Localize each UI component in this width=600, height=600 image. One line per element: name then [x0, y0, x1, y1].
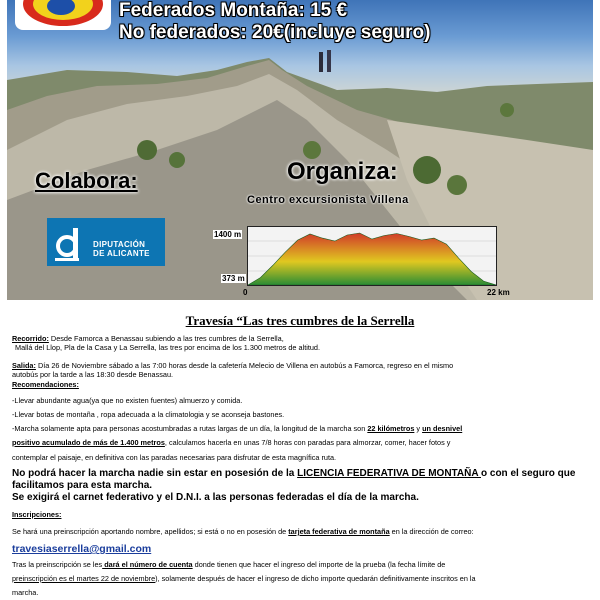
payment-text	[12, 560, 592, 570]
diputacion-line2: DE ALICANTE	[93, 249, 150, 258]
license-warning-line2: facilitamos para esta marcha.	[12, 480, 153, 491]
salida-line2: autobús por la tarde a las 18:30 desde Benassau.	[12, 370, 174, 379]
inscripciones-label: Inscripciones:	[12, 510, 62, 519]
salida-text: Día 26 de Noviembre sábado a las 7:00 horas desde la cafetería Melecio de Villena en autobús a Famorca, regreso en el mismo	[35, 361, 454, 370]
license-warning-line3: Se exigirá el carnet federativo y el D.N.I. a las personas federadas el día de la marcha.	[12, 492, 419, 503]
tras-limite: preinscripción es el martes 22 de noviembre	[12, 574, 156, 583]
organiza-heading: Organiza:	[287, 158, 398, 185]
recomendacion-3-line3: contemplar el paisaje, en definitiva con las paradas necesarias para disfrutar de esta magnífica ruta.	[12, 453, 337, 462]
tras-text-c: ), solamente después de hacer el ingreso de dicho importe quedarán definitivamente inscritos en la	[155, 574, 476, 583]
payment-text-line2	[12, 574, 592, 584]
recorrido-label: Recorrido:	[12, 334, 49, 343]
club-logo	[15, 0, 111, 30]
tras-text: Tras la preinscripción se les	[12, 560, 103, 569]
inscripciones-text	[12, 527, 592, 537]
payment-text-line3: marcha.	[12, 588, 39, 597]
rec3-time: , calculamos hacerla en unas 7/8 horas con paradas para almorzar, comer, hacer fotos y	[164, 438, 451, 447]
distance-start-label: 0	[243, 288, 248, 297]
diputacion-line1: DIPUTACIÓN	[93, 240, 146, 249]
warning-text: No podrá hacer la marcha nadie sin estar en posesión de la	[12, 468, 298, 479]
distance-end-label: 22 km	[487, 288, 510, 297]
tras-cuenta: dará el número de cuenta	[102, 560, 193, 569]
rec3-and: y	[414, 424, 423, 433]
diputacion-logo	[47, 218, 165, 266]
insc-tarjeta: tarjeta federativa de montaña	[288, 527, 390, 536]
recomendacion-3-line2	[12, 438, 592, 448]
recomendacion-1: -Llevar abundante agua(ya que no existen fuentes) almuerzo y comida.	[12, 396, 243, 405]
price-no-federados: No federados: 20€(incluye seguro)	[119, 22, 431, 43]
tras-text-b: donde tienen que hacer el ingreso del importe de la prueba (la fecha límite de	[192, 560, 446, 569]
rec3-text: -Marcha solamente apta para personas acostumbradas a rutas largas de un día, la longitud de la marcha son	[12, 424, 368, 433]
diputacion-a-icon	[53, 222, 83, 262]
recomendaciones-label: Recomendaciones:	[12, 380, 79, 389]
poster-photo	[7, 0, 593, 300]
recomendacion-2: -Llevar botas de montaña , ropa adecuada a la climatologia y se aconseja bastones.	[12, 410, 285, 419]
insc-text-b: en la dirección de correo:	[389, 527, 474, 536]
event-title: Travesía “Las tres cumbres de la Serrella	[185, 313, 415, 328]
recorrido-text: Desde Famorca a Benassau subiendo a las tres cumbres de la Serrella,	[48, 334, 284, 343]
info-section	[0, 300, 600, 600]
rec3-distance: 22 kilómetros	[367, 424, 415, 433]
elevation-profile	[247, 226, 497, 286]
license-warning	[12, 468, 592, 480]
rec3-elevation-gain: positivo acumulado de más de 1.400 metros	[12, 438, 165, 447]
salida-label: Salida:	[12, 361, 36, 370]
insc-text: Se hará una preinscripción aportando nombre, apellidos; si está o no en posesión de	[12, 527, 289, 536]
warning-text-b: o con el seguro que	[481, 468, 576, 479]
warning-licencia: LICENCIA FEDERATIVA DE MONTAÑA	[297, 468, 481, 479]
contact-email-link[interactable]: travesiaserrella@gmail.com	[12, 543, 152, 555]
colabora-heading: Colabora:	[35, 168, 138, 193]
organizer-name: Centro excursionista Villena	[247, 194, 409, 206]
altitude-max-label: 1400 m	[214, 230, 242, 239]
rec3-desnivel: un desnivel	[422, 424, 463, 433]
price-federados: Federados Montaña: 15 €	[119, 0, 348, 21]
recorrido-line2: Mallá del Llop, Pla de la Casa y La Serrella, las tres por encima de los 1.300 metros de altitud.	[15, 343, 321, 352]
altitude-min-label: 373 m	[222, 274, 245, 283]
club-logo-icon	[15, 0, 111, 30]
recomendacion-3	[12, 424, 592, 434]
